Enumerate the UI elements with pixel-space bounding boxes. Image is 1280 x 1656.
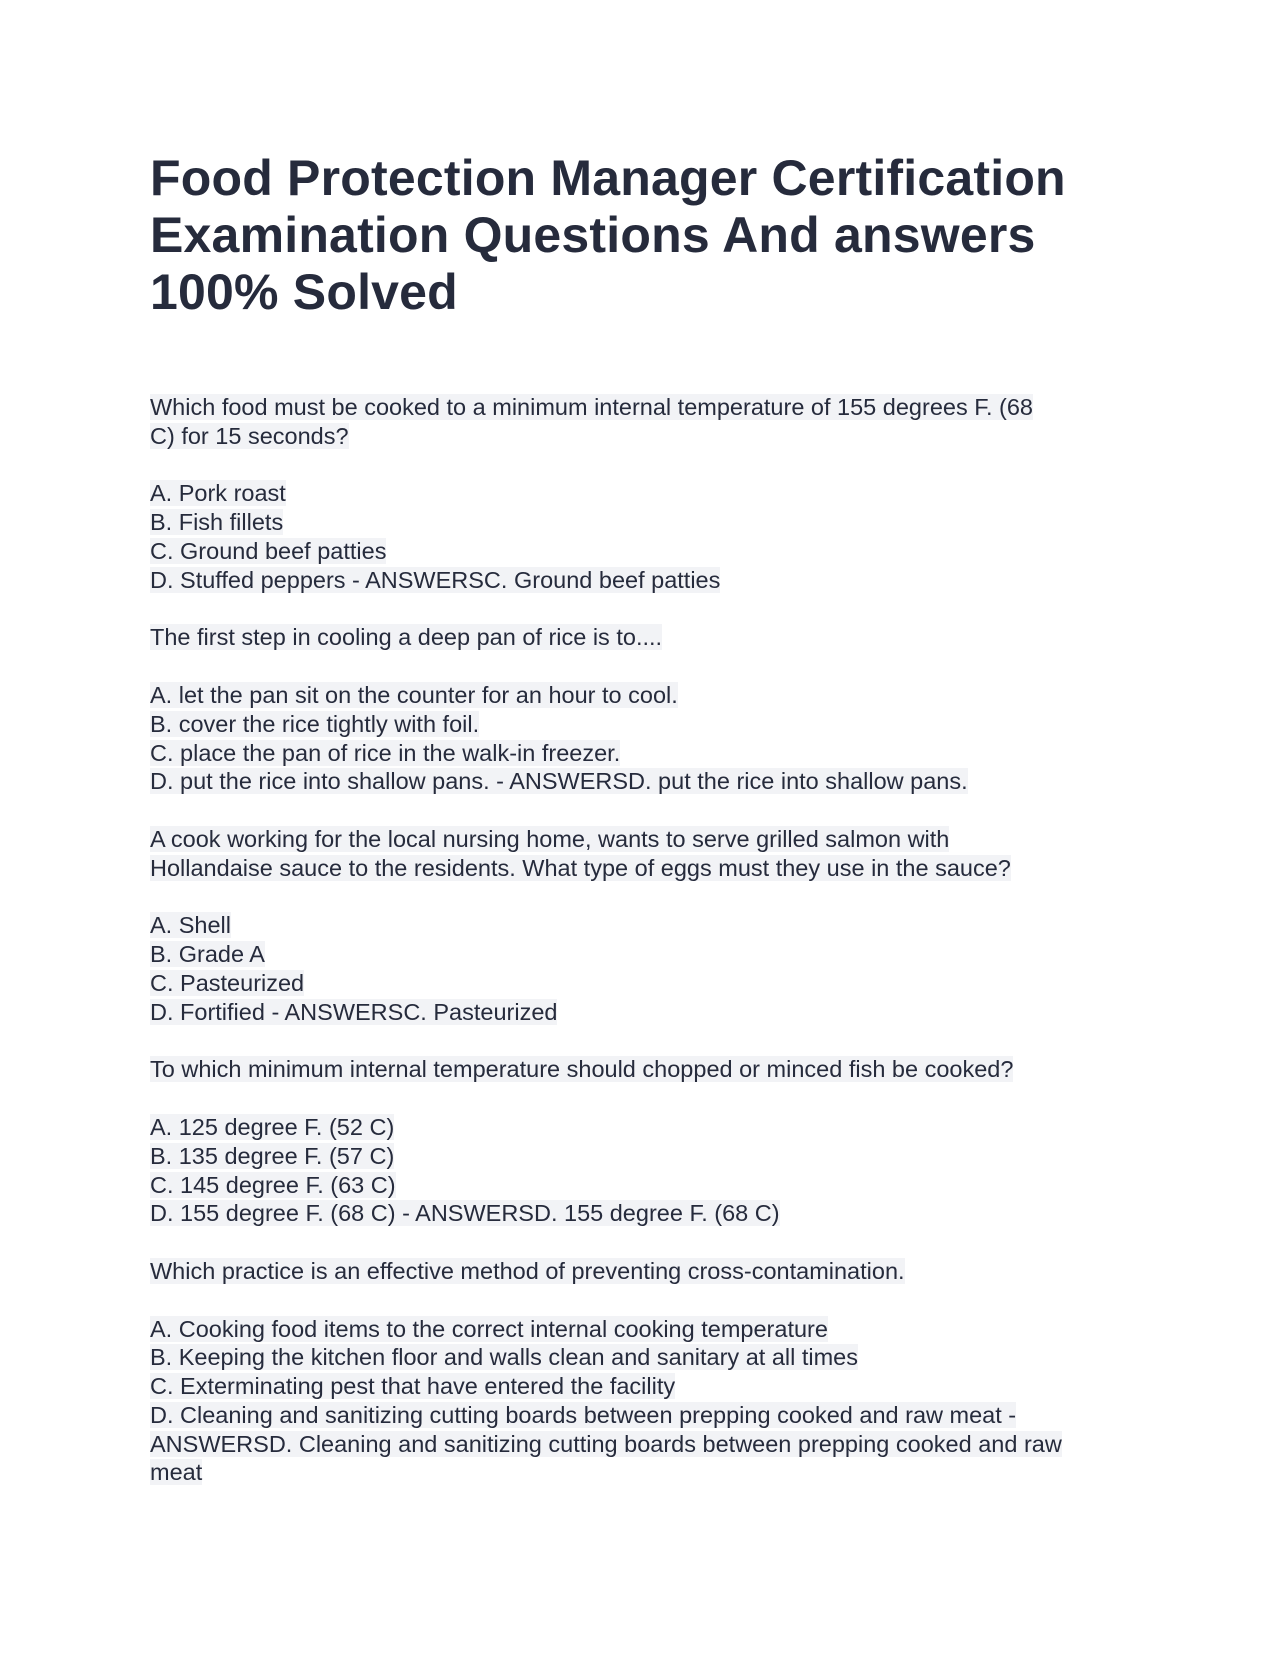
option-line: C. 145 degree F. (63 C): [150, 1171, 396, 1198]
question-block: [150, 393, 1140, 595]
question-block: [150, 623, 1140, 796]
question-block: [150, 1257, 1140, 1487]
option-line-with-answer: D. Cleaning and sanitizing cutting boards between prepping cooked and raw meat -: [150, 1401, 1017, 1428]
answer-options: [150, 1113, 1140, 1228]
option-line-with-answer: meat: [150, 1459, 203, 1486]
option-line: B. Grade A: [150, 941, 265, 968]
question-line: The first step in cooling a deep pan of rice is to....: [150, 624, 663, 651]
question-block: [150, 1055, 1140, 1228]
question-block: [150, 825, 1140, 1027]
answer-options: [150, 479, 1140, 594]
question-text: [150, 623, 1140, 652]
option-line: C. place the pan of rice in the walk-in freezer.: [150, 739, 621, 766]
document-title: [150, 150, 1140, 321]
question-line: Which food must be cooked to a minimum internal temperature of 155 degrees F. (68: [150, 394, 1034, 420]
document-page: [150, 150, 1140, 1516]
option-line-with-answer: D. Stuffed peppers - ANSWERSC. Ground beef patties: [150, 566, 721, 593]
option-line: B. 135 degree F. (57 C): [150, 1142, 395, 1169]
option-line: C. Exterminating pest that have entered the facility: [150, 1373, 676, 1400]
option-line-with-answer: D. put the rice into shallow pans. - ANSWERSD. put the rice into shallow pans.: [150, 768, 968, 795]
question-text: [150, 393, 1140, 451]
option-line: B. Keeping the kitchen floor and walls clean and sanitary at all times: [150, 1344, 859, 1371]
option-line: B. Fish fillets: [150, 509, 284, 536]
option-line: A. 125 degree F. (52 C): [150, 1113, 395, 1140]
answer-options: [150, 911, 1140, 1026]
title-line: 100% Solved: [150, 264, 458, 320]
question-line: Hollandaise sauce to the residents. What type of eggs must they use in the sauce?: [150, 854, 1011, 881]
question-text: [150, 825, 1140, 883]
question-list: [150, 393, 1140, 1487]
option-line: A. let the pan sit on the counter for an hour to cool.: [150, 681, 678, 708]
question-line: Which practice is an effective method of preventing cross-contamination.: [150, 1257, 905, 1284]
answer-options: [150, 1315, 1140, 1488]
option-line: A. Pork roast: [150, 480, 286, 507]
option-line: C. Pasteurized: [150, 969, 305, 996]
title-line: Food Protection Manager Certification: [150, 150, 1066, 206]
question-line: A cook working for the local nursing home, wants to serve grilled salmon with: [150, 825, 950, 852]
option-line-with-answer: ANSWERSD. Cleaning and sanitizing cutting boards between prepping cooked and raw: [150, 1430, 1062, 1457]
title-line: Examination Questions And answers: [150, 207, 1036, 263]
question-text: [150, 1055, 1140, 1084]
option-line: C. Ground beef patties: [150, 537, 387, 564]
option-line: A. Shell: [150, 912, 231, 939]
question-text: [150, 1257, 1140, 1286]
question-line: C) for 15 seconds?: [150, 422, 349, 449]
answer-options: [150, 681, 1140, 796]
option-line: B. cover the rice tightly with foil.: [150, 710, 480, 737]
question-line: To which minimum internal temperature should chopped or minced fish be cooked?: [150, 1056, 1014, 1083]
option-line-with-answer: D. 155 degree F. (68 C) - ANSWERSD. 155 degree F. (68 C): [150, 1200, 780, 1227]
option-line: A. Cooking food items to the correct internal cooking temperature: [150, 1315, 828, 1342]
option-line-with-answer: D. Fortified - ANSWERSC. Pasteurized: [150, 998, 558, 1025]
